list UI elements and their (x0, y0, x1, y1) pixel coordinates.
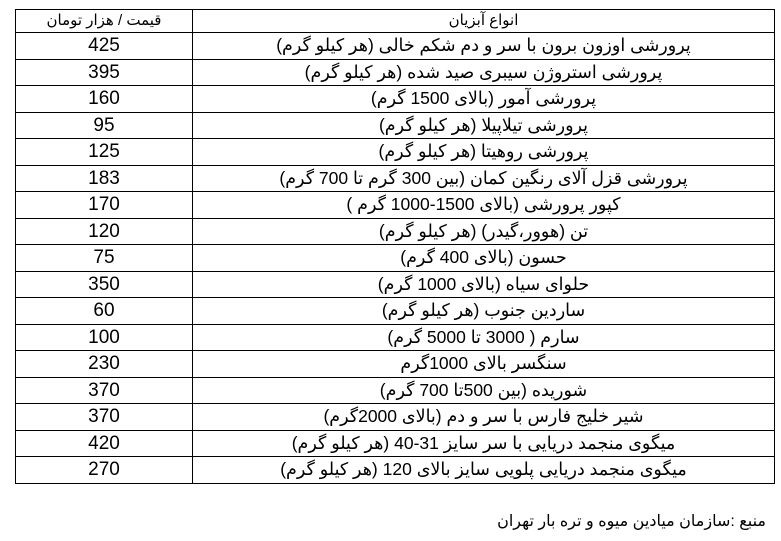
price-cell: 60 (16, 298, 193, 325)
table-row (16, 271, 775, 298)
type-cell: تن (هوور،گیدر) (هر کیلو گرم) (193, 218, 775, 245)
table-row (16, 298, 775, 325)
price-cell: 420 (16, 430, 193, 457)
price-cell: 100 (16, 324, 193, 351)
price-cell: 160 (16, 86, 193, 113)
table-row (16, 218, 775, 245)
type-cell: سارم ( 3000 تا 5000 گرم) (193, 324, 775, 351)
type-cell: پرورشی قزل آلای رنگین کمان (بین 300 گرم تا 700 گرم) (193, 165, 775, 192)
type-cell: حسون (بالای 400 گرم) (193, 245, 775, 272)
table-row (16, 404, 775, 431)
type-cell: حلوای سیاه (بالای 1000 گرم) (193, 271, 775, 298)
table-row (16, 86, 775, 113)
price-cell: 370 (16, 377, 193, 404)
price-cell: 120 (16, 218, 193, 245)
fish-price-table (15, 9, 775, 484)
type-cell: شیر خلیج فارس با سر و دم (بالای 2000گرم) (193, 404, 775, 431)
price-cell: 125 (16, 139, 193, 166)
type-cell: پرورشی روهیتا (هر کیلو گرم) (193, 139, 775, 166)
header-price: قیمت / هزار تومان (16, 10, 193, 33)
type-cell: میگوی منجمد دریایی با سر سایز 31-40 (هر کیلو گرم) (193, 430, 775, 457)
table-row (16, 457, 775, 484)
table-row (16, 430, 775, 457)
table-row (16, 324, 775, 351)
price-cell: 75 (16, 245, 193, 272)
price-cell: 425 (16, 33, 193, 60)
table-row (16, 377, 775, 404)
price-cell: 370 (16, 404, 193, 431)
header-type: انواع آبزیان (193, 10, 775, 33)
price-cell: 270 (16, 457, 193, 484)
price-cell: 95 (16, 112, 193, 139)
type-cell: پرورشی اوزون برون با سر و دم شکم خالی (هر کیلو گرم) (193, 33, 775, 60)
table-row (16, 192, 775, 219)
table-row (16, 59, 775, 86)
type-cell: پرورشی تیلاپیلا (هر کیلو گرم) (193, 112, 775, 139)
type-cell: شوریده (بین 500تا 700 گرم) (193, 377, 775, 404)
type-cell: ساردین جنوب (هر کیلو گرم) (193, 298, 775, 325)
source-note: منبع :سازمان میادین میوه و تره بار تهران (497, 513, 766, 530)
type-cell: پرورشی آمور (بالای 1500 گرم) (193, 86, 775, 113)
price-cell: 350 (16, 271, 193, 298)
type-cell: سنگسر بالای 1000گرم (193, 351, 775, 378)
price-cell: 183 (16, 165, 193, 192)
type-cell: پرورشی استروژن سیبری صید شده (هر کیلو گرم) (193, 59, 775, 86)
type-cell: میگوی منجمد دریایی پلویی سایز بالای 120 (هر کیلو گرم) (193, 457, 775, 484)
type-cell: کپور پرورشی (بالای 1500-1000 گرم ) (193, 192, 775, 219)
table-row (16, 33, 775, 60)
table-row (16, 112, 775, 139)
table-row (16, 165, 775, 192)
table-row (16, 245, 775, 272)
table-header-row (16, 10, 775, 33)
table-row (16, 139, 775, 166)
table-row (16, 351, 775, 378)
price-cell: 170 (16, 192, 193, 219)
price-cell: 230 (16, 351, 193, 378)
price-cell: 395 (16, 59, 193, 86)
